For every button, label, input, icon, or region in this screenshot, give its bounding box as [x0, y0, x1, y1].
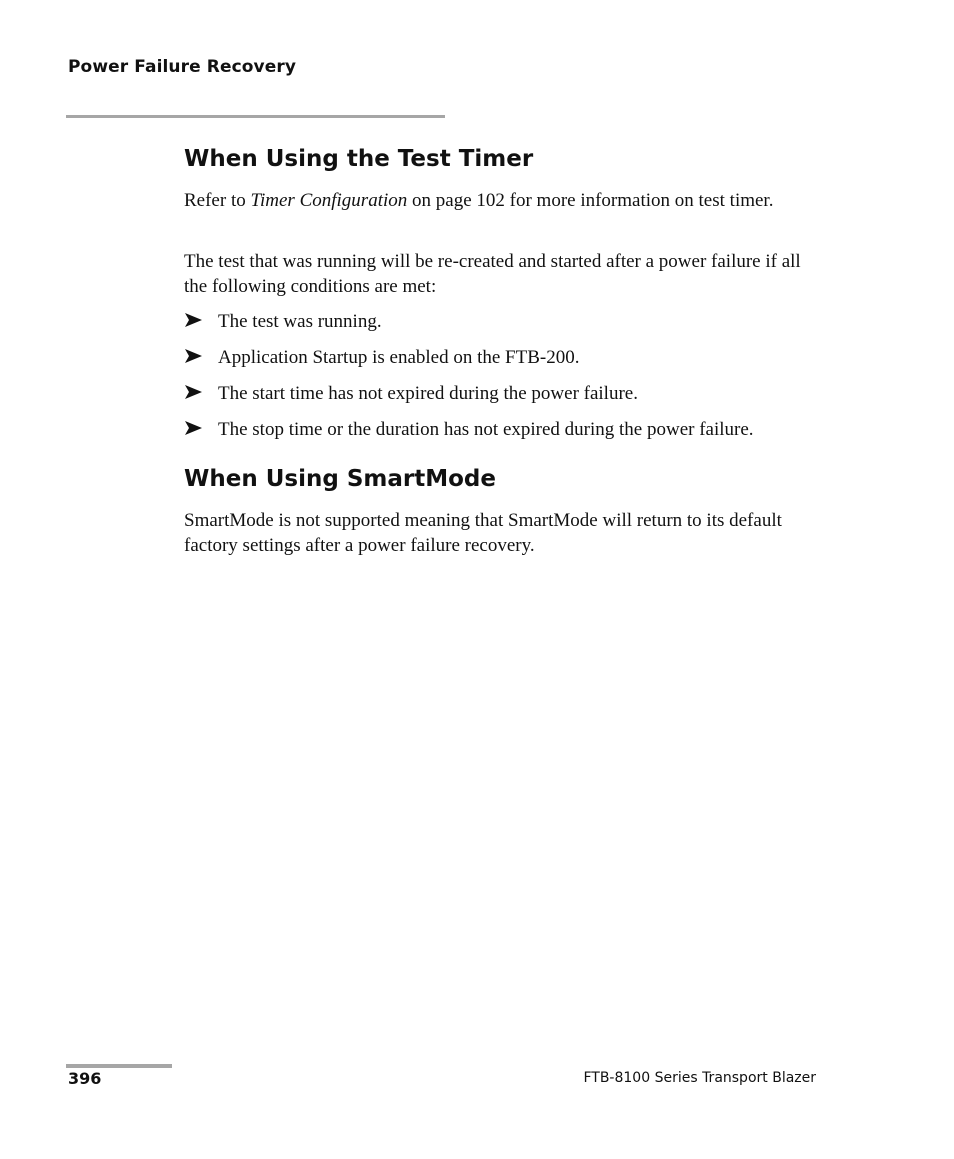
smartmode-paragraph: SmartMode is not supported meaning that SmartMode will return to its default factory settings after a power failure recovery.	[184, 510, 782, 556]
section-heading-test-timer: When Using the Test Timer	[184, 146, 534, 172]
footer-document-title: FTB-8100 Series Transport Blazer	[583, 1070, 816, 1086]
list-item-text: The stop time or the duration has not expired during the power failure.	[218, 419, 754, 440]
test-timer-paragraph-2: The test that was running will be re-created and started after a power failure if all the following conditions are met:	[184, 251, 801, 297]
list-item-text: Application Startup is enabled on the FTB-200.	[218, 347, 580, 368]
list-item-text: The start time has not expired during the power failure.	[218, 383, 638, 404]
paragraph-text: Refer to	[184, 190, 251, 211]
running-header-title: Power Failure Recovery	[68, 57, 297, 77]
cross-reference-link[interactable]: Timer Configuration	[250, 190, 408, 211]
section-heading-smartmode: When Using SmartMode	[184, 466, 496, 492]
test-timer-paragraph-1	[184, 188, 804, 213]
header-rule	[66, 115, 445, 118]
page-number: 396	[68, 1069, 102, 1088]
arrow-bullet-icon	[184, 382, 204, 402]
list-item-text: The test was running.	[218, 311, 382, 332]
arrow-bullet-icon	[184, 310, 204, 330]
arrow-bullet-icon	[184, 346, 204, 366]
arrow-bullet-icon	[184, 418, 204, 438]
footer-rule	[66, 1064, 172, 1068]
paragraph-text: on page 102 for more information on test timer.	[407, 190, 774, 211]
